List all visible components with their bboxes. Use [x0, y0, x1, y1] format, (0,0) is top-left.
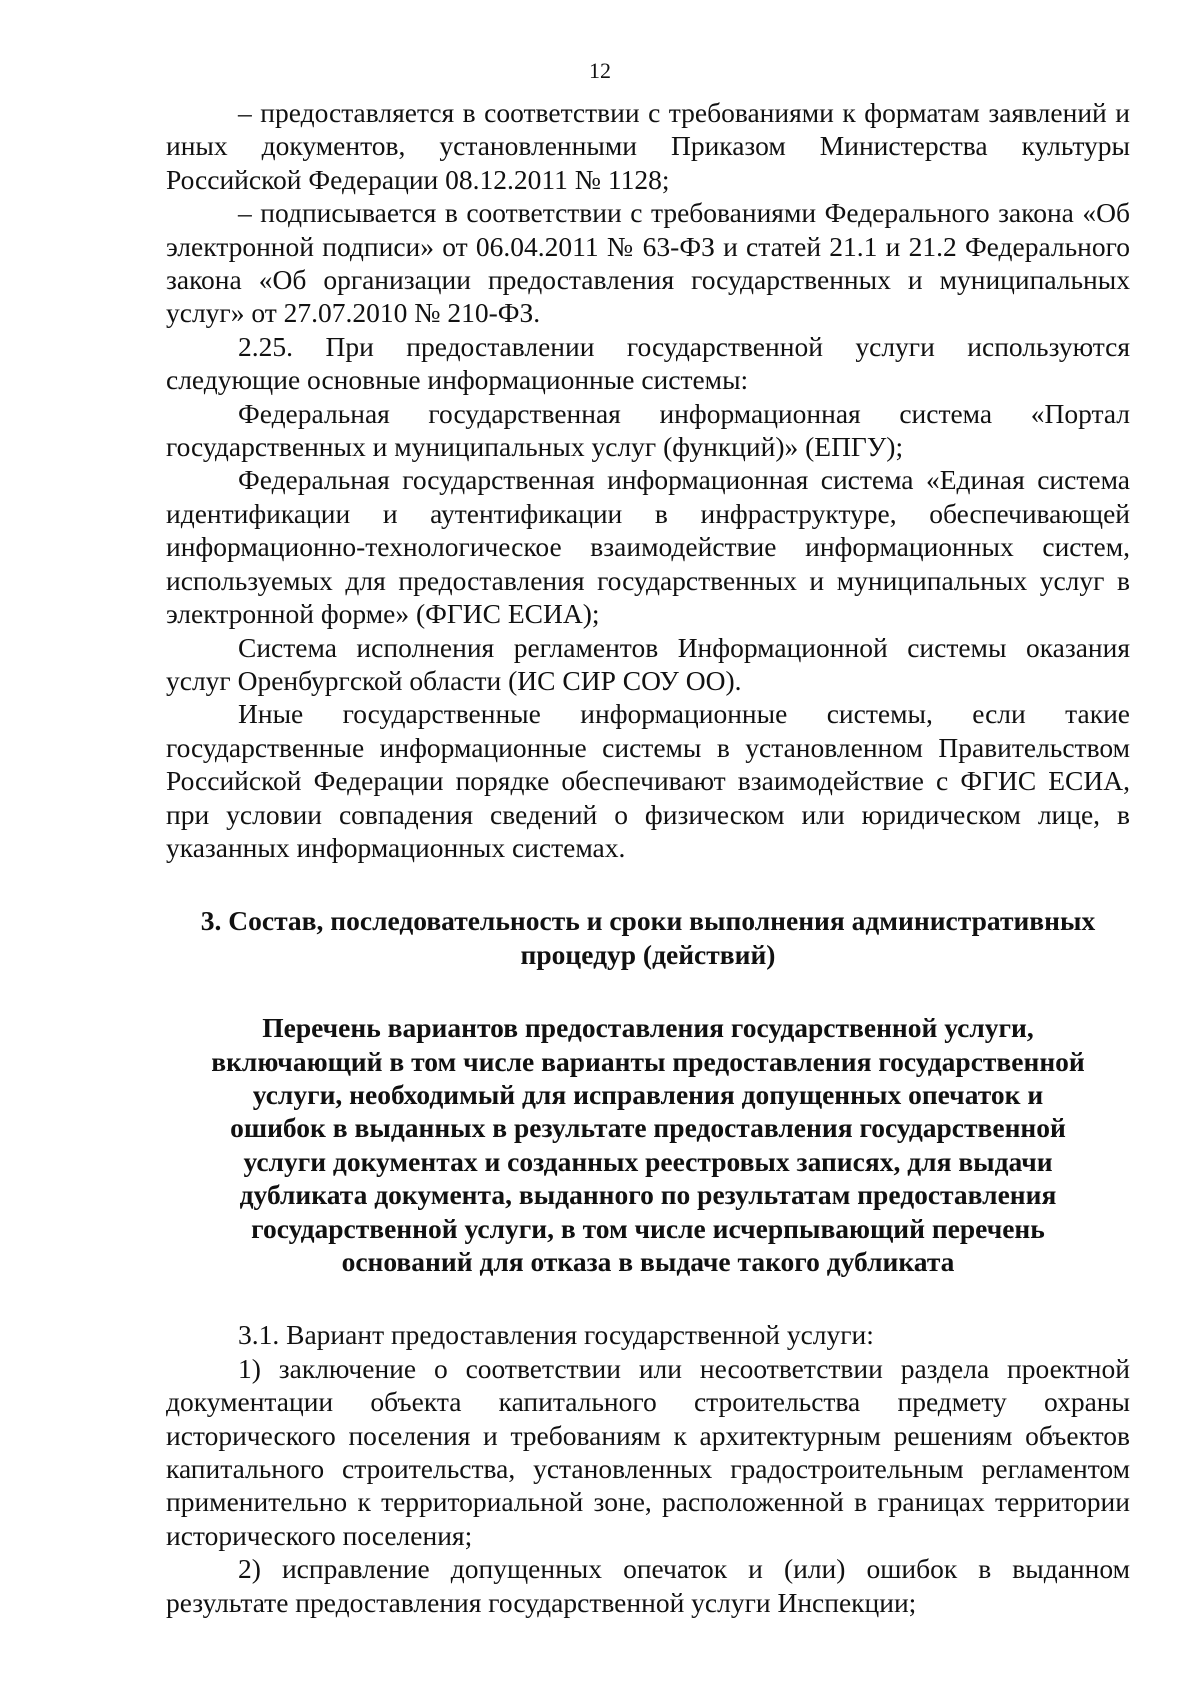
- paragraph: – подписывается в соответствии с требованиями Федерального закона «Об электронной подписи» от 06.04.2011 № 63-ФЗ и статей 21.1 и 21.2 Федерального закона «Об организации предоставления государственных и муниципальных услуг» от 27.07.2010 № 210-ФЗ.: [166, 197, 1130, 329]
- paragraph: Иные государственные информационные системы, если такие государственные информационные системы в установленном Правительством Российской Федерации порядке обеспечивают взаимодействие с ФГИС ЕСИА, при условии совпадения сведений о физическом или юридическом лице, в указанных информационных системах.: [166, 698, 1130, 863]
- subsection-heading: Перечень вариантов предоставления государственной услуги, включающий в том числе варианты предоставления государственной услуги, необходимый для исправления допущенных опечаток и ошибок в выданных в результате предоставления государственной услуги документах и созданных реестровых записях, для выдачи дубликата документа, выданного по результатам предоставления государственной услуги, в том числе исчерпывающий перечень оснований для отказа в выдаче такого дубликата: [211, 1012, 1085, 1277]
- paragraph: 3.1. Вариант предоставления государственной услуги:: [238, 1319, 874, 1351]
- paragraph: – предоставляется в соответствии с требованиями к форматам заявлений и иных документов, установленными Приказом Министерства культуры Российской Федерации 08.12.2011 № 1128;: [166, 97, 1130, 195]
- paragraph: 2.25. При предоставлении государственной услуги используются следующие основные информационные системы:: [166, 330, 1130, 396]
- section-heading: 3. Состав, последовательность и сроки выполнения административных процедур (действий): [200, 905, 1096, 970]
- paragraph: 2) исправление допущенных опечаток и (или) ошибок в выданном результате предоставления государственной услуги Инспекции;: [166, 1553, 1130, 1618]
- paragraph: Федеральная государственная информационная система «Единая система идентификации и аутентификации в инфраструктуре, обеспечивающей информационно-технологическое взаимодействие информационных систем, используемых для предоставления государственных и муниципальных услуг в электронной форме» (ФГИС ЕСИА);: [166, 464, 1130, 630]
- paragraph: 1) заключение о соответствии или несоответствии раздела проектной документации объекта капитального строительства предмету охраны исторического поселения и требованиям к архитектурным решениям объектов капитального строительства, установленных градостроительным регламентом применительно к территориальной зоне, расположенной в границах территории исторического поселения;: [166, 1352, 1130, 1551]
- paragraph: Система исполнения регламентов Информационной системы оказания услуг Оренбургской области (ИС СИР СОУ ОО).: [166, 631, 1130, 696]
- document-body: [166, 96, 1130, 1619]
- paragraph: Федеральная государственная информационная система «Портал государственных и муниципальных услуг (функций)» (ЕПГУ);: [166, 397, 1130, 463]
- page-number: 12: [589, 58, 611, 83]
